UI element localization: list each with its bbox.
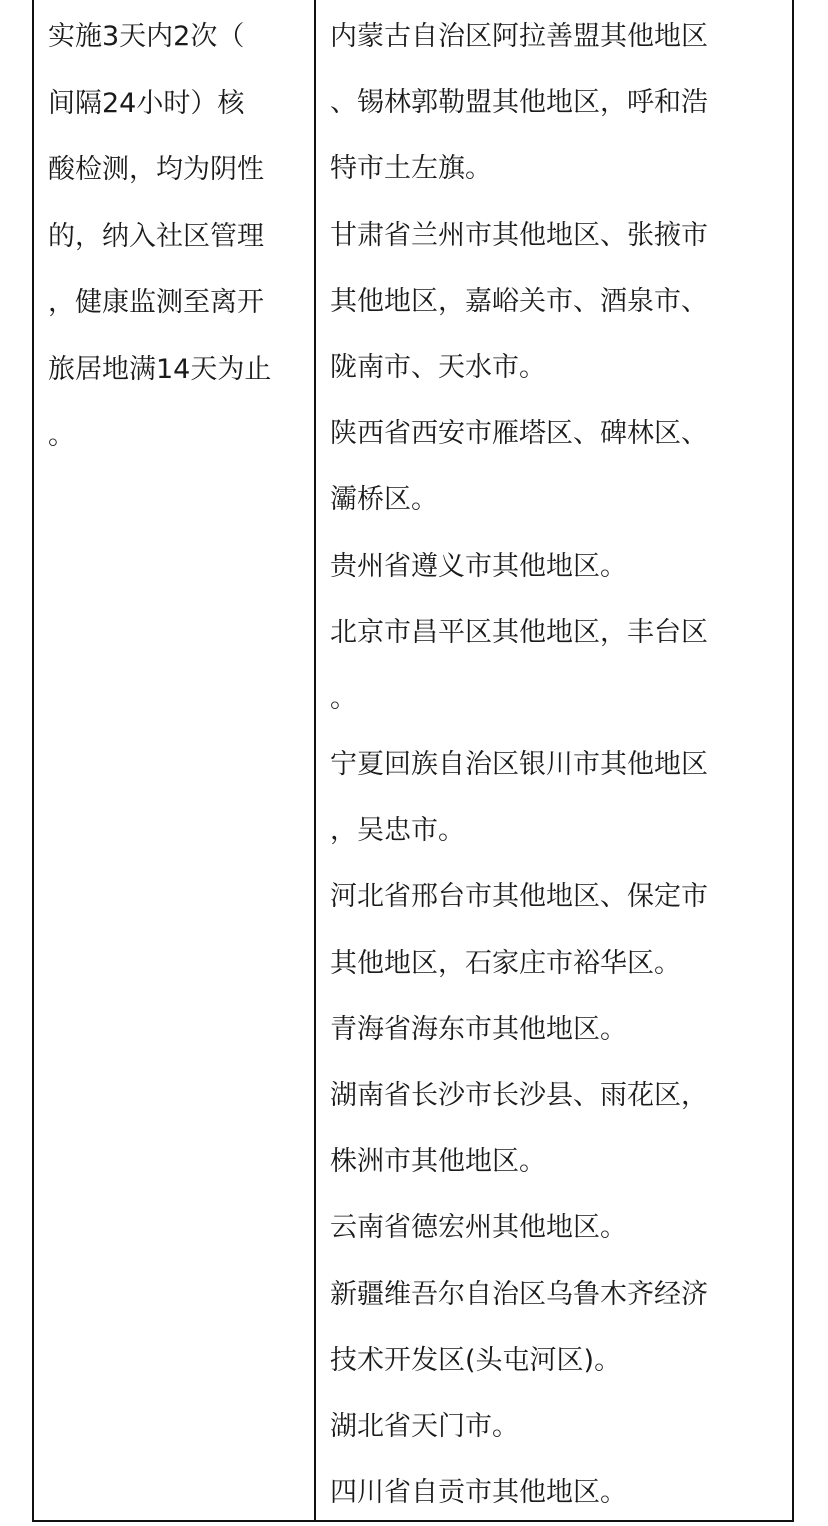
region-line: 。 [330,682,357,714]
measure-line: ，健康监测至离开 [48,287,264,318]
region-line: 四川省自贡市其他地区。 [330,1477,627,1509]
measure-line: 旅居地满14天为止 [48,353,272,385]
measure-line: 酸检测，均为阴性 [48,154,264,185]
measure-line: 。 [48,420,75,451]
region-line: ，吴忠市。 [330,815,465,847]
region-line: 株洲市其他地区。 [330,1146,546,1178]
region-line: 陕西省西安市雁塔区、碑林区、 [330,418,708,450]
region-line: 特市土左旗。 [330,153,492,185]
region-line: 内蒙古自治区阿拉善盟其他地区 [330,21,708,52]
region-line: 灞桥区。 [330,484,438,516]
measure-line: 间隔24小时）核 [48,87,245,119]
region-line: 湖南省长沙市长沙县、雨花区， [330,1080,708,1111]
region-line: 陇南市、天水市。 [330,351,546,383]
region-line: 其他地区，石家庄市裕华区。 [330,947,681,979]
region-line: 甘肃省兰州市其他地区、张掖市 [330,219,708,251]
region-line: 宁夏回族自治区银川市其他地区 [330,749,708,781]
column-divider [314,0,316,1522]
region-line: 青海省海东市其他地区。 [330,1013,627,1045]
region-line: 技术开发区(头屯河区)。 [330,1344,622,1376]
region-line: 云南省德宏州其他地区。 [330,1212,627,1244]
region-line: 其他地区，嘉峪关市、酒泉市、 [330,285,708,317]
region-line: 河北省邢台市其他地区、保定市 [330,881,708,913]
measure-line: 的，纳入社区管理 [48,220,264,252]
measure-cell [48,4,300,470]
region-line: 湖北省天门市。 [330,1410,519,1442]
region-line: 贵州省遵义市其他地区。 [330,550,627,582]
region-line: 北京市昌平区其他地区，丰台区 [330,616,708,648]
region-line: 、锡林郭勒盟其他地区，呼和浩 [330,87,708,119]
region-list-cell [330,4,782,1526]
measure-line: 实施3天内2次（ [48,21,245,52]
region-line: 新疆维吾尔自治区乌鲁木齐经济 [330,1278,708,1310]
